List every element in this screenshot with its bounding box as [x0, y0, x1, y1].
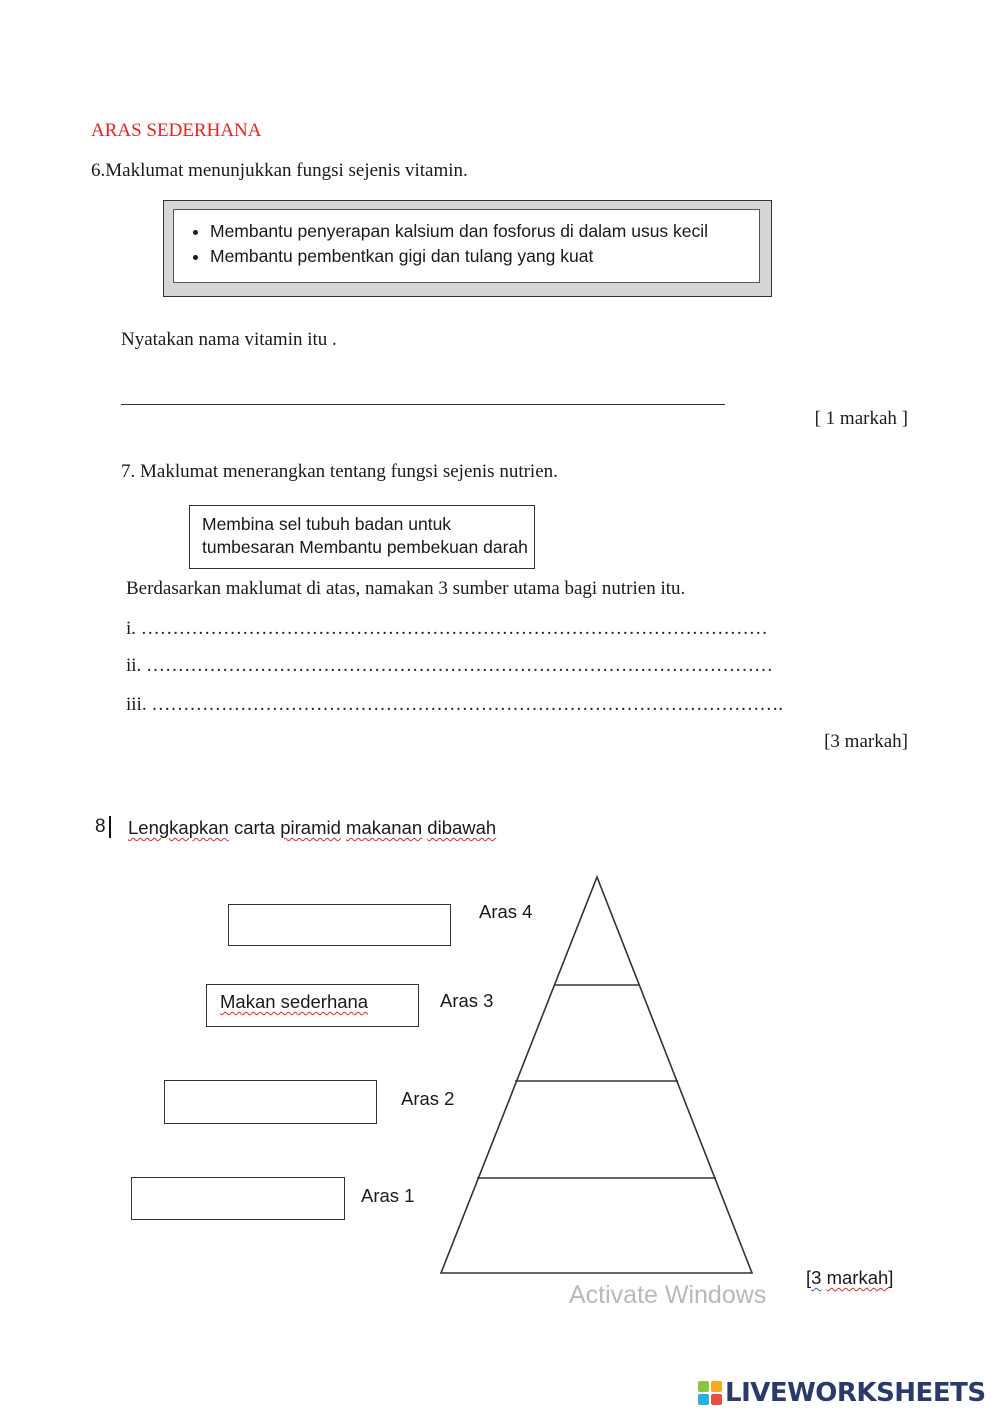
question-6-marks: [ 1 markah ]: [814, 408, 908, 429]
question-7-title: 7. Maklumat menerangkan tentang fungsi sejenis nutrien.: [121, 461, 558, 482]
question-6-title: 6.Maklumat menunjukkan fungsi sejenis vitamin.: [91, 160, 468, 181]
title-word: Lengkapkan: [128, 817, 229, 838]
pyramid-outline: [441, 877, 752, 1273]
answer-row-1[interactable]: i. ………………………………………………………………………………………: [126, 618, 768, 639]
liveworksheets-wordmark: LIVEWORKSHEETS: [725, 1378, 986, 1408]
level-3-answer-text: Makan sederhana: [220, 991, 369, 1012]
logo-square: [698, 1381, 709, 1392]
answer-row-3[interactable]: iii. ……………………………………………………………………………………….: [126, 694, 784, 715]
nutrient-info-text: Membina sel tubuh badan untuk tumbesaran Membantu pembekuan darah: [202, 514, 528, 557]
level-4-label: Aras 4: [479, 901, 533, 922]
level-3-label: Aras 3: [440, 990, 494, 1011]
section-heading: ARAS SEDERHANA: [91, 120, 262, 141]
title-word: carta: [233, 817, 276, 838]
answer-row-2[interactable]: ii. ………………………………………………………………………………………: [126, 655, 774, 676]
marks-word: markah: [826, 1267, 889, 1288]
liveworksheets-logo-icon: [698, 1381, 722, 1405]
logo-square: [698, 1394, 709, 1405]
level-2-label: Aras 2: [401, 1088, 455, 1109]
vitamin-function-item: • Membantu pembentkan gigi dan tulang yang kuat: [210, 244, 759, 269]
question-8-number: 8: [95, 816, 106, 837]
level-1-answer-box[interactable]: [131, 1177, 345, 1220]
liveworksheets-brand[interactable]: [698, 1375, 986, 1411]
question-7-prompt: Berdasarkan maklumat di atas, namakan 3 sumber utama bagi nutrien itu.: [126, 578, 686, 599]
marks-bracket: [: [806, 1267, 812, 1288]
question-7-marks: [3 markah]: [824, 731, 908, 752]
question-8-marks: [806, 1267, 893, 1289]
logo-square: [711, 1381, 722, 1392]
level-1-label: Aras 1: [361, 1185, 415, 1206]
vitamin-function-item: • Membantu penyerapan kalsium dan fosforus di dalam usus kecil: [210, 219, 759, 244]
level-4-answer-box[interactable]: [228, 904, 451, 946]
marks-number: 3: [811, 1267, 822, 1288]
level-2-answer-box[interactable]: [164, 1080, 377, 1124]
title-word: makanan: [346, 817, 423, 838]
title-word: piramid: [280, 817, 341, 838]
logo-square: [711, 1394, 722, 1405]
question-6-prompt: Nyatakan nama vitamin itu .: [121, 329, 337, 350]
marks-bracket: ]: [888, 1267, 894, 1288]
title-word: dibawah: [427, 817, 497, 838]
activate-windows-watermark: Activate Windows: [569, 1281, 767, 1309]
